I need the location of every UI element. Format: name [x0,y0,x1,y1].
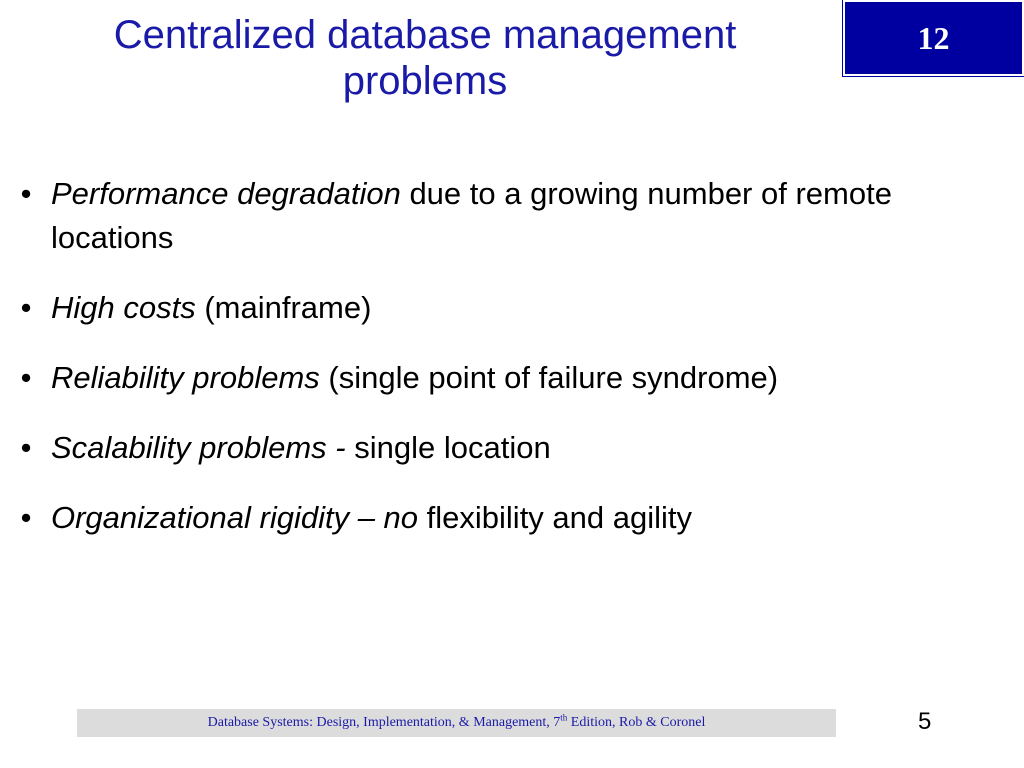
bullet-item [16,426,1016,470]
bullet-list [16,172,1016,566]
bullet-text: flexibility and agility [418,500,693,535]
bullet-emphasis: Scalability problems - [51,430,346,465]
bullet-text: (single point of failure syndrome) [319,360,779,395]
chapter-badge [843,0,1024,76]
bullet-item [16,496,1016,540]
bullet-icon: • [20,360,32,395]
footer-bar [77,709,836,737]
bullet-icon: • [20,290,32,325]
bullet-text: due to a growing number of remote locations [51,176,892,255]
bullet-text: (mainframe) [195,290,372,325]
footer-text-end: Edition, Rob & Coronel [567,715,706,730]
footer-text-start: Database Systems: Design, Implementation, & Management, 7 [207,715,561,730]
page-number: 5 [918,708,932,735]
bullet-item [16,286,1016,330]
slide-title-line-2: problems [342,59,508,103]
bullet-text: single location [345,430,551,465]
bullet-icon: • [20,500,32,535]
bullet-emphasis: High costs [51,290,196,325]
bullet-emphasis: Performance degradation [51,176,401,211]
bullet-item [16,356,1016,400]
footer-superscript: th [560,712,568,723]
bullet-icon: • [20,430,32,465]
bullet-emphasis: Organizational rigidity – no [51,500,419,535]
bullet-emphasis: Reliability problems [51,360,320,395]
footer-citation [207,712,706,731]
bullet-icon: • [20,176,32,211]
slide-title-line-1: Centralized database management [113,13,737,57]
bullet-item [16,172,1016,260]
slide-title [30,12,820,104]
chapter-number: 12 [917,19,950,56]
